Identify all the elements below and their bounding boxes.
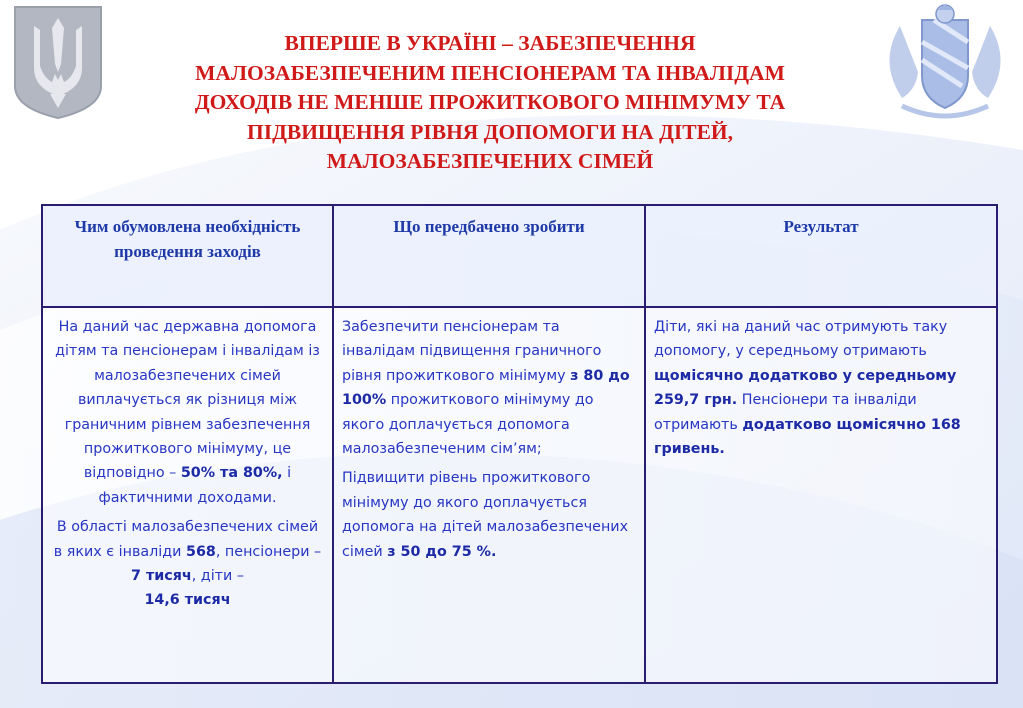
cell-result [645,307,997,683]
highlight-amount: додатково щомісячно 168 гривень. [654,416,961,458]
result-paragraph [654,315,988,461]
planned-paragraph [342,315,636,461]
planned-paragraph [342,466,636,564]
title-line: МАЛОЗАБЕЗПЕЧЕНИМ ПЕНСІОНЕРАМ ТА ІНВАЛІДАМ [195,60,785,85]
reason-paragraph [51,315,324,510]
text-span: Забезпечити пенсіонерам та інвалідам підвищення граничного рівня прожиткового мінімуму [342,319,602,384]
trident-coat-of-arms-icon [12,4,104,120]
highlight-percent: з 50 до 75 %. [387,543,497,560]
highlight-percent: з 80 до 100% [342,367,630,409]
title-line: ДОХОДІВ НЕ МЕНШЕ ПРОЖИТКОВОГО МІНІМУМУ ТА [194,90,786,114]
stats-paragraph [51,515,324,613]
regional-coat-of-arms-icon [872,2,1018,122]
text-span: Діти, які на даний час отримують таку допомогу, у середньому отримають [654,319,948,360]
text-span: і фактичними доходами. [98,465,292,506]
table-row [42,307,997,683]
highlight-number: 14,6 тисяч [144,592,231,609]
title-line: МАЛОЗАБЕЗПЕЧЕНИХ СІМЕЙ [326,149,654,173]
cell-reason [42,307,333,683]
title-line: ПІДВИЩЕННЯ РІВНЯ ДОПОМОГИ НА ДІТЕЙ, [246,119,734,144]
table-header-row [42,205,997,307]
cell-planned [333,307,645,683]
text-span: , пенсіонери – [215,543,322,560]
text-span: На даний час державна допомога дітям та пенсіонерам і інвалідам із малозабезпечених сімей виплачується як різниця між граничним рівнем забезпечення прожиткового мінімуму, це відповідно – [55,319,320,482]
text-span: , діти – [191,568,244,585]
text-span: Підвищити рівень прожиткового мінімуму до якого доплачується допомога на дітей малозабезпечених сімей [342,470,629,560]
title-line: ВПЕРШЕ В УКРАЇНІ – ЗАБЕЗПЕЧЕННЯ [284,31,696,55]
text-span: В області малозабезпечених сімей в яких є інваліди [53,519,319,560]
highlight-percent: 50% та 80%, [180,465,283,482]
text-span: прожиткового мінімуму до якого доплачується допомога малозабезпеченим сім’ям; [342,392,594,458]
column-header-reason: Чим обумовлена необхідність проведення заходів [42,205,333,307]
page-title [120,29,860,177]
highlight-number: 7 тисяч [131,568,192,585]
text-span: Пенсіонери та інваліди отримають [654,392,917,433]
column-header-planned: Що передбачено зробити [333,205,645,307]
column-header-result: Результат [645,205,997,307]
measures-table [41,204,998,684]
highlight-amount: щомісячно додатково у середньому 259,7 грн. [654,367,957,409]
highlight-number: 568 [186,543,216,560]
